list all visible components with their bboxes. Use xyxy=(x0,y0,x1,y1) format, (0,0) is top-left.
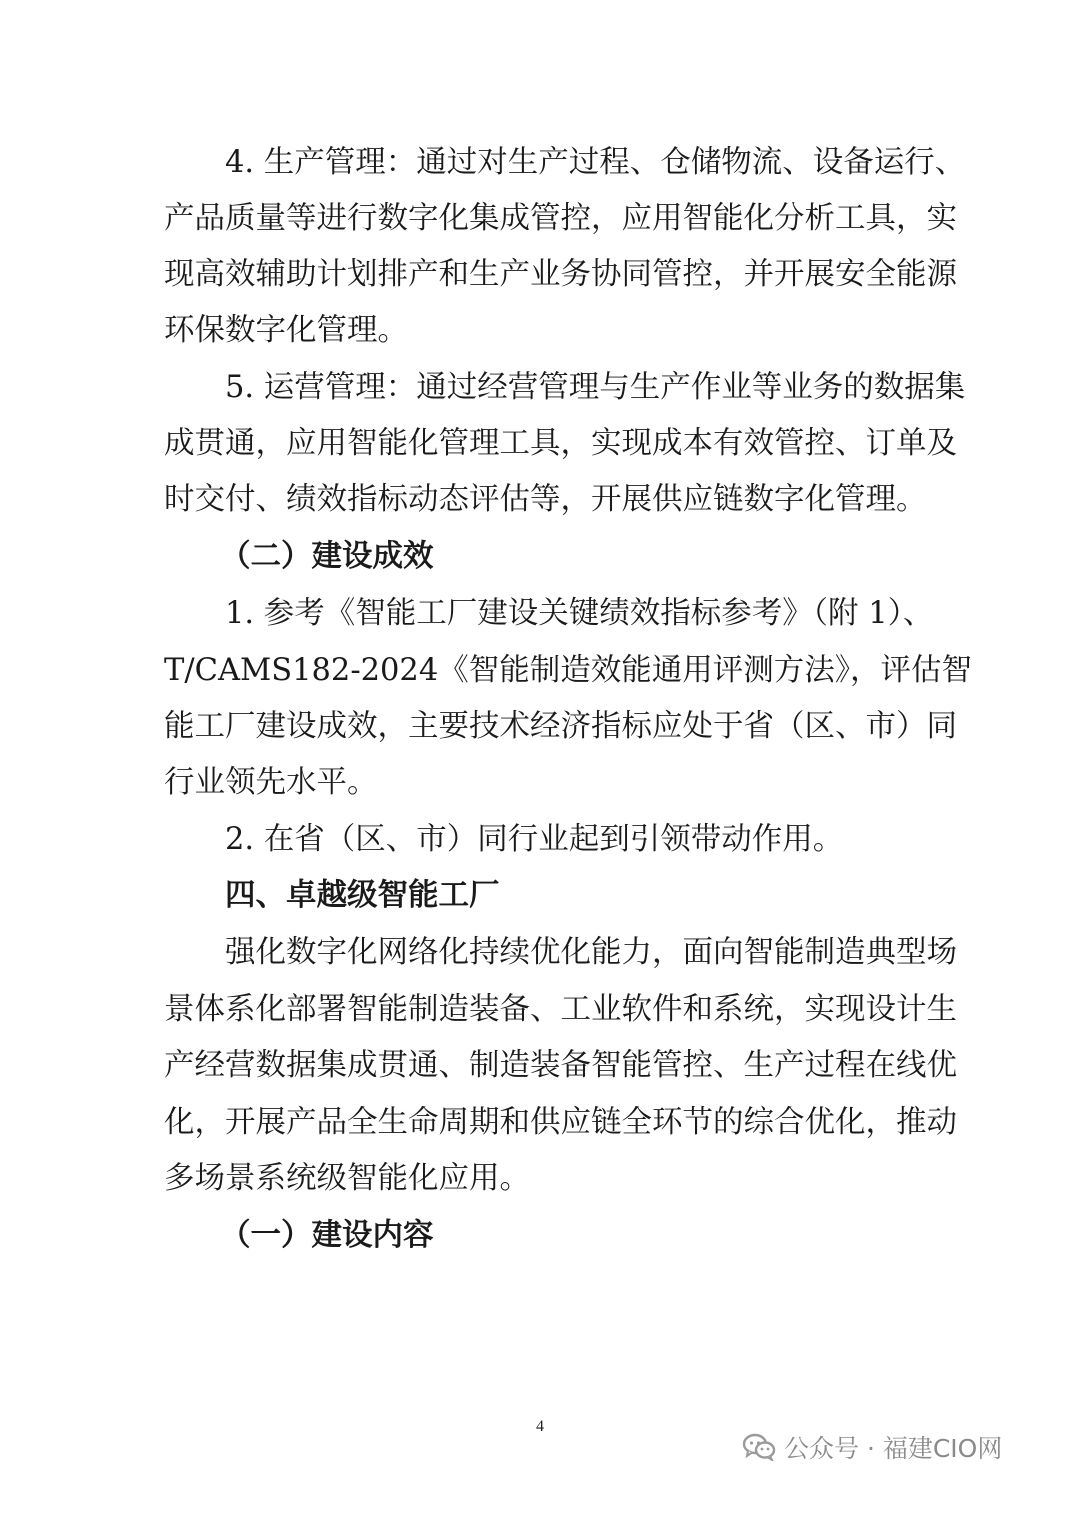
paragraph-line: 行业领先水平。 xyxy=(164,765,378,800)
paragraph-line: 成贯通，应用智能化管理工具，实现成本有效管控、订单及 xyxy=(164,426,957,461)
watermark xyxy=(742,1431,1002,1463)
paragraph-line: 4. 生产管理：通过对生产过程、仓储物流、设备运行、 xyxy=(225,145,966,180)
chapter-heading: 四、卓越级智能工厂 xyxy=(225,878,500,913)
paragraph-line: 环保数字化管理。 xyxy=(164,313,408,348)
paragraph-line: 能工厂建设成效，主要技术经济指标应处于省（区、市）同 xyxy=(164,709,957,744)
section-heading: （二）建设成效 xyxy=(220,539,434,574)
paragraph-line: 景体系化部署智能制造装备、工业软件和系统，实现设计生 xyxy=(164,992,957,1027)
paragraph-line: 化，开展产品全生命周期和供应链全环节的综合优化，推动 xyxy=(164,1105,957,1140)
page-number: 4 xyxy=(536,1418,544,1435)
watermark-text: 公众号 · 福建CIO网 xyxy=(784,1434,1003,1463)
paragraph-line: 5. 运营管理：通过经营管理与生产作业等业务的数据集 xyxy=(225,370,966,405)
wechat-icon xyxy=(742,1433,776,1461)
paragraph-line: 强化数字化网络化持续优化能力，面向智能制造典型场 xyxy=(225,935,957,970)
paragraph-line: 现高效辅助计划排产和生产业务协同管控，并开展安全能源 xyxy=(164,257,957,292)
paragraph-line: 产经营数据集成贯通、制造装备智能管控、生产过程在线优 xyxy=(164,1048,957,1083)
paragraph-line: 产品质量等进行数字化集成管控，应用智能化分析工具，实 xyxy=(164,201,957,236)
paragraph-line: 2. 在省（区、市）同行业起到引领带动作用。 xyxy=(225,822,844,857)
paragraph-line: 多场景系统级智能化应用。 xyxy=(164,1161,530,1196)
paragraph-line: 1. 参考《智能工厂建设关键绩效指标参考》（附 1）、 xyxy=(225,596,934,631)
paragraph-line: T/CAMS182-2024《智能制造效能通用评测方法》，评估智 xyxy=(164,653,972,688)
section-heading: （一）建设内容 xyxy=(220,1218,434,1253)
paragraph-line: 时交付、绩效指标动态评估等，开展供应链数字化管理。 xyxy=(164,482,927,517)
